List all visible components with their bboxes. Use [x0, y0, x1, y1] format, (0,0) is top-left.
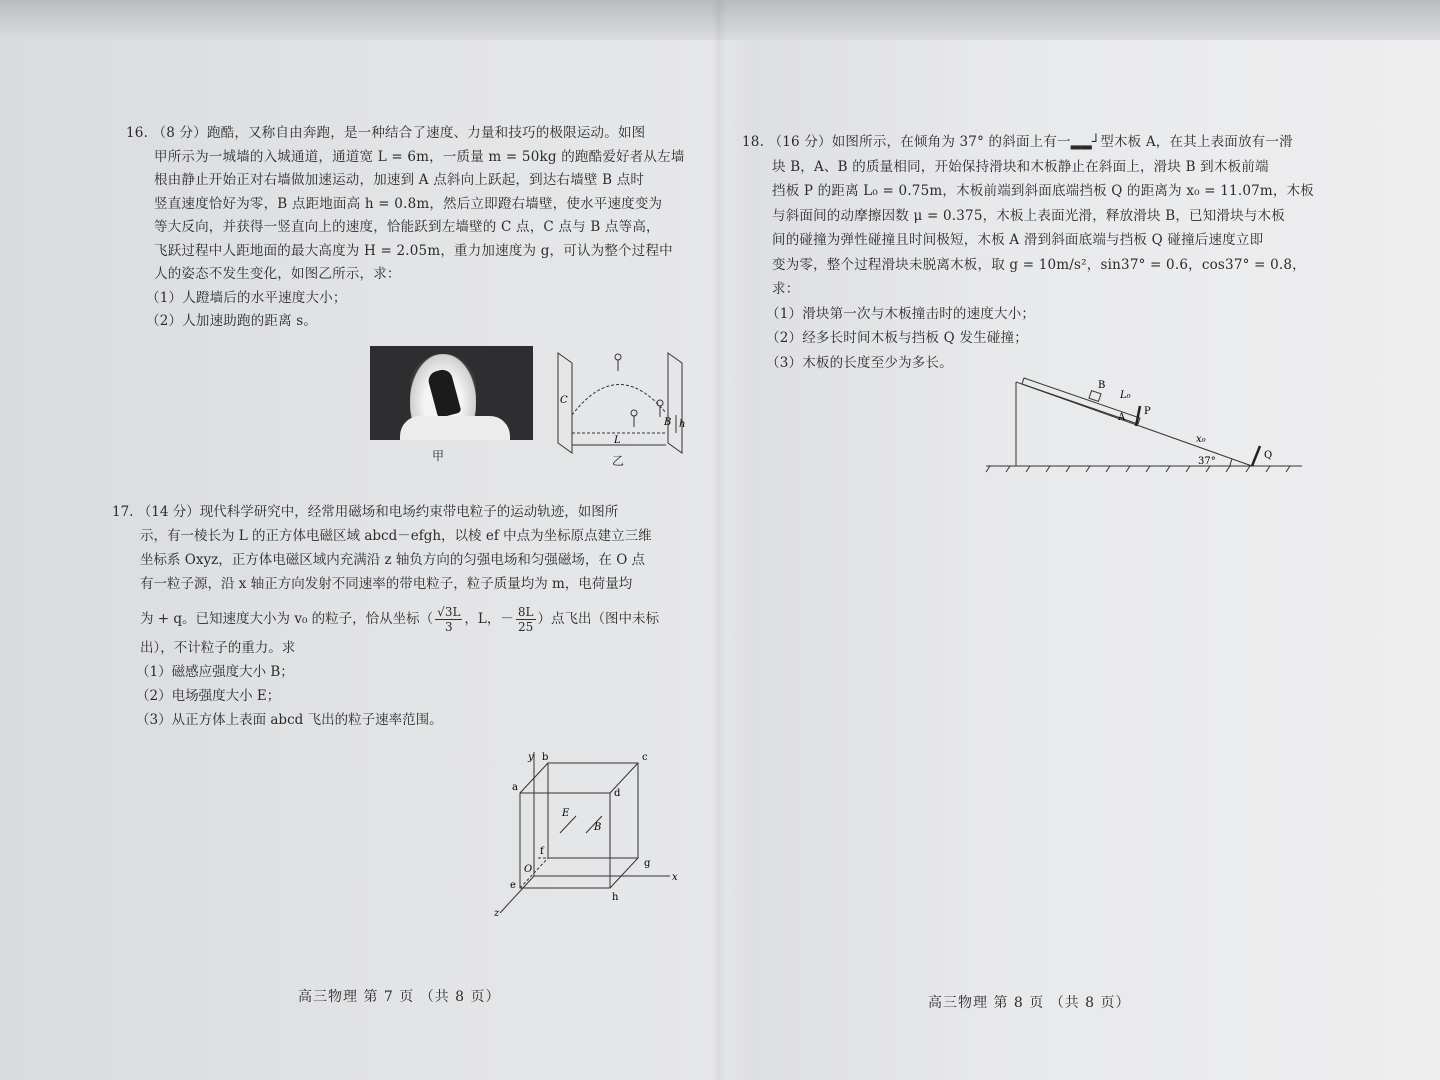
fraction-numerator: 8L — [517, 605, 534, 619]
q17-line5-b: ，L，－ — [464, 611, 514, 627]
label-angle: 37° — [1198, 456, 1216, 467]
q18-line: 块 B，A、B 的质量相同，开始保持滑块和木板静止在斜面上，滑块 B 到木板前端 — [772, 158, 1269, 175]
figure-caption-jia: 甲 — [432, 449, 445, 463]
q18-line: 变为零，整个过程滑块未脱离木板，取 g = 10m/s²，sin37° = 0.6，cos37° = 0.8， — [772, 256, 1306, 273]
label-b: b — [542, 752, 549, 763]
footer-page-7: 高三物理 第 7 页 （共 8 页） — [298, 989, 501, 1005]
q18-subquestion: （3）木板的长度至少为多长。 — [766, 354, 953, 371]
footer-page-8: 高三物理 第 8 页 （共 8 页） — [928, 995, 1131, 1011]
page-fold — [712, 0, 726, 1080]
question-17 — [112, 500, 712, 732]
q17-line5-a: 为 + q。已知速度大小为 v₀ 的粒子，恰从坐标（ — [140, 611, 434, 627]
q16-subquestion: （1）人蹬墙后的水平速度大小； — [146, 289, 347, 306]
q17-subquestion: （1）磁感应强度大小 B； — [136, 664, 294, 680]
q17-line5-c: ）点飞出（图中未标 — [537, 611, 659, 627]
q17-subquestion: （3）从正方体上表面 abcd 飞出的粒子速率范围。 — [136, 712, 443, 728]
fraction-sqrt3l-over-3 — [435, 605, 462, 634]
slider-b — [1089, 391, 1101, 402]
q17-line: 17. （14 分）现代科学研究中，经常用磁场和电场约束带电粒子的运动轨迹，如图所 — [112, 504, 619, 520]
label-f: f — [540, 846, 544, 857]
label-c: C — [560, 395, 568, 406]
q16-line: 甲所示为一城墙的入城通道，通道宽 L = 6m，一质量 m = 50kg 的跑酷爱好者从左墙 — [154, 148, 685, 165]
q16-line: 16. （8 分）跑酷，又称自由奔跑，是一种结合了速度、力量和技巧的极限运动。如图 — [126, 125, 646, 141]
ground-hatch — [986, 466, 1290, 472]
q18-subquestion: （1）滑块第一次与木板撞击时的速度大小； — [766, 305, 1036, 322]
smoke-image — [400, 416, 510, 440]
q18-line: 18. （16 分）如图所示，在倾角为 37° 的斜面上有一▂▂┘型木板 A，在其上表面放有一滑 — [742, 134, 1293, 150]
trajectory-arc — [572, 384, 666, 415]
fraction-numerator: √3L — [437, 605, 461, 619]
question-18 — [742, 130, 1322, 375]
q17-line: 示，有一棱长为 L 的正方体电磁区域 abcd－efgh，以棱 ef 中点为坐标原点建立三维 — [140, 528, 652, 544]
label-h: h — [679, 419, 686, 430]
fraction-denominator: 3 — [444, 620, 453, 634]
q16-subquestion: （2）人加速助跑的距离 s。 — [146, 313, 318, 329]
q16-line: 根由静止开始正对右墙做加速运动，加速到 A 点斜向上跃起，到达右墙壁 B 点时 — [154, 172, 645, 188]
label-e: e — [510, 880, 516, 891]
figure-caption-yi: 乙 — [612, 454, 625, 468]
label-h: h — [612, 892, 619, 903]
label-d: d — [614, 788, 621, 799]
label-o: O — [524, 864, 533, 875]
q17-line-coord — [112, 602, 712, 636]
label-x0: x₀ — [1196, 434, 1206, 445]
label-c: c — [642, 752, 648, 763]
parkour-photo — [370, 346, 533, 440]
person-right-icon — [631, 410, 637, 416]
cube-field-diagram — [490, 748, 690, 923]
person-top-icon — [615, 354, 621, 360]
label-y: y — [528, 752, 534, 763]
z-axis — [500, 876, 534, 913]
label-b: B — [1098, 380, 1106, 391]
q18-line: 求： — [772, 281, 800, 297]
label-b-field: B — [594, 822, 602, 833]
q16-line: 飞跃过程中人距地面的最大高度为 H = 2.05m，重力加速度为 g，可认为整个过程中 — [154, 242, 673, 259]
label-q: Q — [1264, 450, 1273, 461]
label-g: g — [644, 858, 651, 869]
label-l0: L₀ — [1120, 390, 1131, 401]
q18-line: 挡板 P 的距离 L₀ = 0.75m，木板前端到斜面底端挡板 Q 的距离为 x₀ = 11.07m，木板 — [772, 183, 1314, 199]
label-l: L — [614, 435, 621, 446]
label-p: P — [1144, 406, 1151, 417]
plate-q — [1252, 446, 1260, 466]
label-a: A — [1118, 412, 1126, 423]
q18-subquestion: （2）经多长时间木板与挡板 Q 发生碰撞； — [766, 330, 1028, 346]
label-e-field: E — [562, 808, 570, 819]
q16-line: 竖直速度恰好为零，B 点距地面高 h = 0.8m，然后立即蹬右墙壁，使水平速度变为 — [154, 195, 663, 212]
q17-line: 坐标系 Oxyz，正方体电磁区域内充满沿 z 轴负方向的匀强电场和匀强磁场，在 O 点 — [140, 552, 646, 568]
label-a: a — [512, 782, 518, 793]
question-16 — [126, 122, 706, 334]
q17-line: 有一粒子源，沿 x 轴正方向发射不同速率的带电粒子，粒子质量均为 m，电荷量均 — [140, 576, 633, 592]
q16-line: 人的姿态不发生变化，如图乙所示，求： — [154, 266, 401, 282]
label-z: z — [494, 908, 500, 919]
q18-line: 与斜面间的动摩擦因数 μ = 0.375，木板上表面光滑，释放滑块 B，已知滑块与木板 — [772, 207, 1285, 224]
q17-subquestion: （2）电场强度大小 E； — [136, 688, 281, 704]
label-x: x — [672, 872, 678, 883]
label-b: B — [664, 417, 672, 428]
incline-board-diagram — [980, 368, 1310, 478]
q17-line: 出），不计粒子的重力。求 — [140, 640, 296, 656]
q16-line: 等大反向，并获得一竖直向上的速度，恰能跃到左墙壁的 C 点，C 点与 B 点等高， — [154, 219, 660, 235]
fraction-8l-over-25 — [516, 605, 536, 634]
fraction-denominator: 25 — [518, 620, 534, 634]
angle-arc — [1230, 459, 1232, 466]
q18-line: 间的碰撞为弹性碰撞且时间极短，木板 A 滑到斜面底端与挡板 Q 碰撞后速度立即 — [772, 232, 1264, 248]
person-b-icon — [657, 400, 663, 406]
right-wall — [668, 353, 682, 453]
